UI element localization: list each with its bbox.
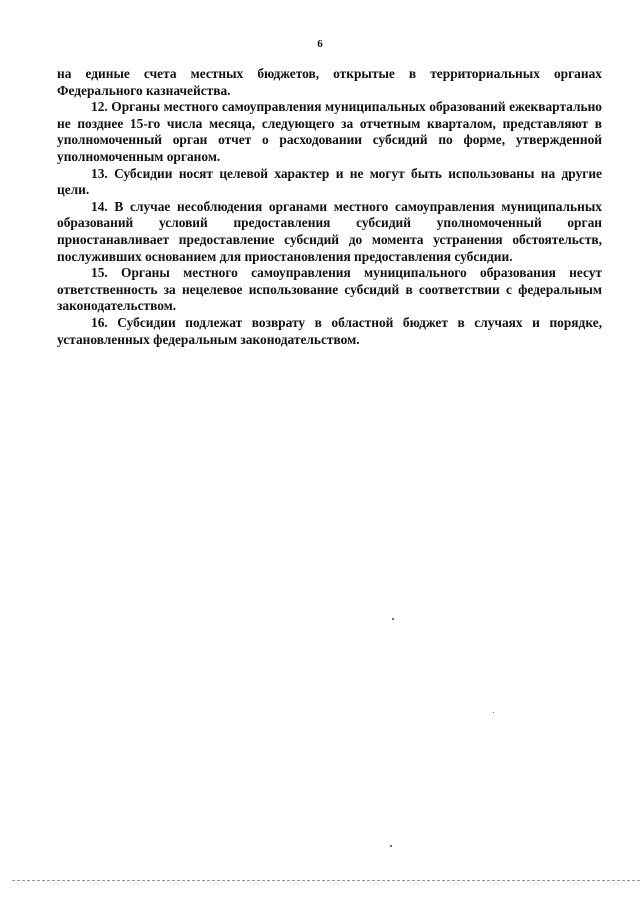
paragraph-13: 13. Субсидии носят целевой характер и не могут быть использованы на другие цели. [57,165,602,198]
document-body [57,66,602,348]
paragraph-continuation: на единые счета местных бюджетов, открытые в территориальных органах Федерального казначейства. [57,66,602,98]
page-number: 6 [317,38,323,50]
scan-speck [392,618,394,620]
scan-bottom-edge [12,880,640,881]
paragraph-16: 16. Субсидии подлежат возврату в областной бюджет в случаях и порядке, установленных федеральным законодательством. [57,314,602,347]
paragraph-12: 12. Органы местного самоуправления муниципальных образований ежеквартально не позднее 15-го числа месяца, следующего за отчетным кварталом, представляют в уполномоченный орган отчет о расходовании субсидий по форме, утвержденной уполномоченным органом. [57,99,602,164]
scan-speck [493,712,494,713]
scan-speck [390,845,392,847]
paragraph-15: 15. Органы местного самоуправления муниципального образования несут ответственность за нецелевое использование субсидий в соответствии с федеральным законодательством. [57,265,602,314]
paragraph-14: 14. В случае несоблюдения органами местного самоуправления муниципальных образований условий предоставления субсидий уполномоченный орган приостанавливает предоставление субсидий до момента устранения обстоятельств, послуживших основанием для приостановления предоставления субсидии. [57,198,602,264]
